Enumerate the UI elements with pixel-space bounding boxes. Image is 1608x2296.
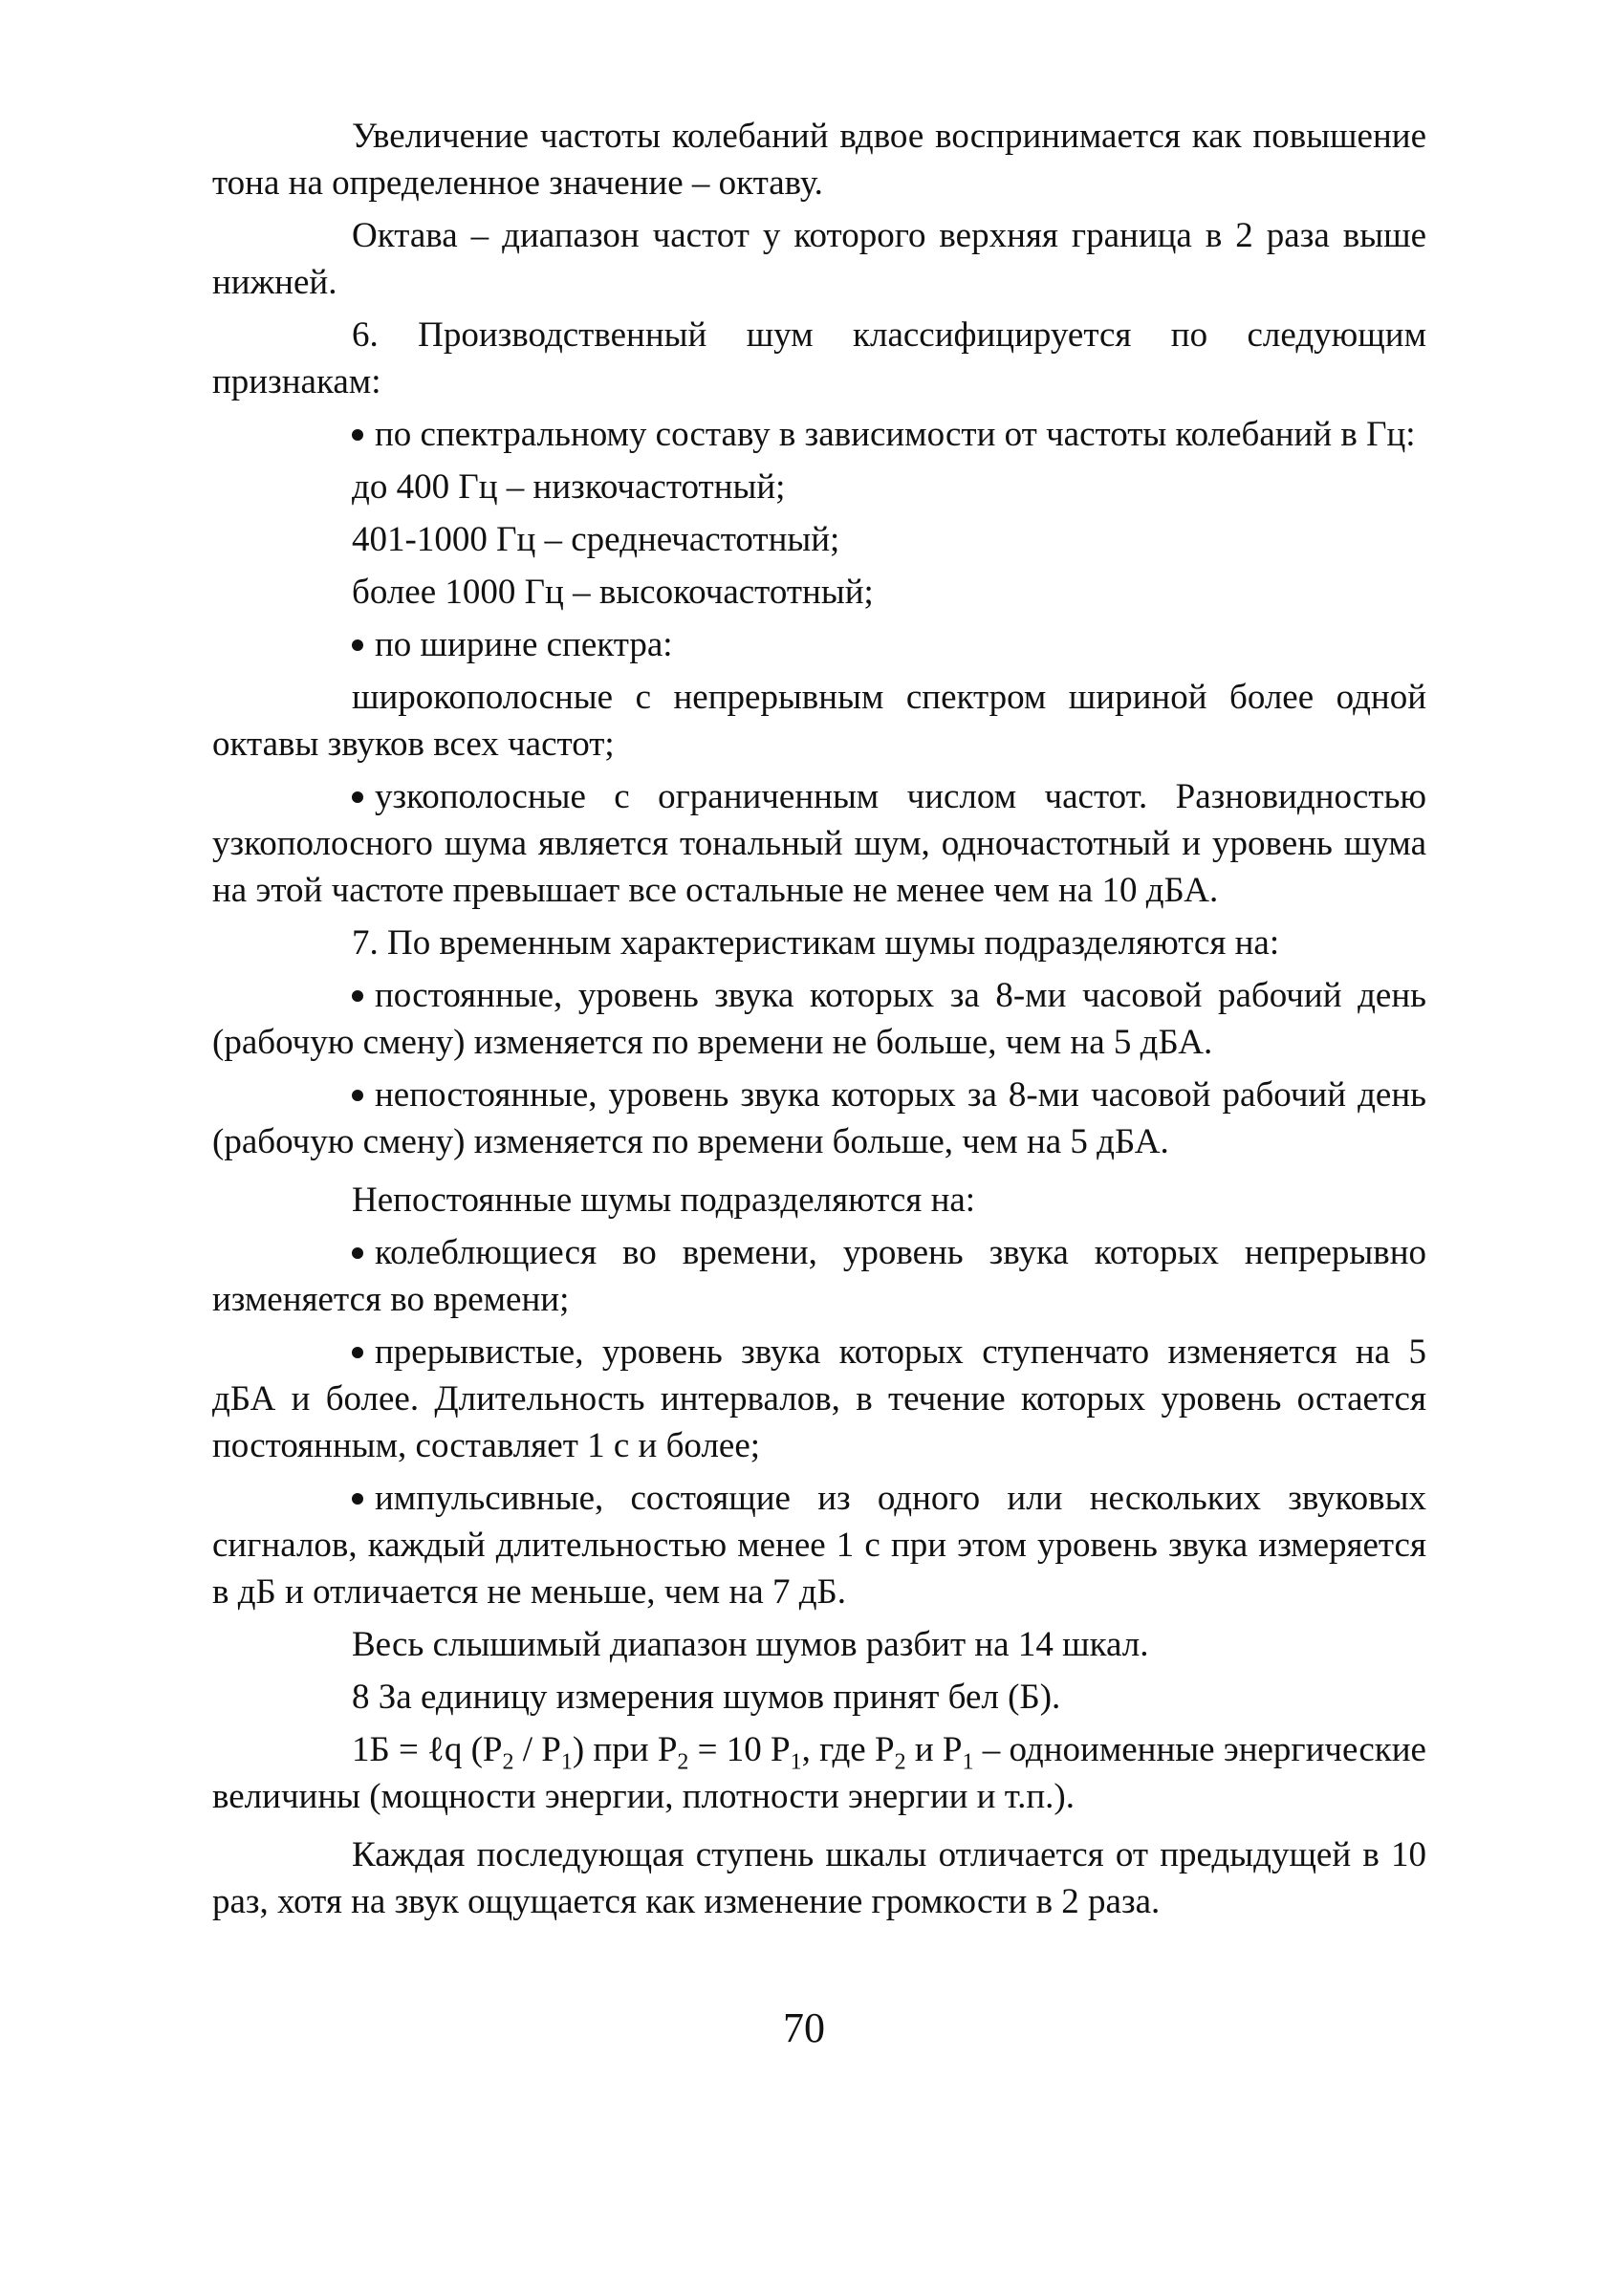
subscript: 2 [502,1749,514,1775]
paragraph: 8 За единицу измерения шумов принят бел (Б). [352,1678,1061,1717]
bullet-item [212,972,1426,1066]
paragraph: Увеличение частоты колебаний вдвое воспринимается как повышение тона на определенное значение – октаву. [212,117,1426,203]
paragraph: 7. По временным характеристикам шумы подразделяются на: [352,923,1280,963]
subscript: 2 [894,1749,906,1775]
bullet-item [212,1475,1426,1615]
paragraph: Каждая последующая ступень шкалы отличается от предыдущей в 10 раз, хотя на звук ощущается как изменение громкости в 2 раза. [212,1835,1426,1921]
bullet-icon [352,1347,363,1358]
paragraph: широкополосные с непрерывным спектром шириной более одной октавы звуков всех частот; [212,678,1426,764]
bullet-item [212,773,1426,914]
range-line: 401-1000 Гц – среднечастотный; [352,520,840,559]
bullet-item [212,621,1426,668]
bullet-item [212,411,1426,458]
paragraph: Непостоянные шумы подразделяются на: [352,1180,976,1220]
formula-text: / P [513,1730,561,1769]
subscript: 1 [962,1749,974,1775]
bullet-icon [352,990,363,1002]
bullet-text: импульсивные, состоящие из одного или нескольких звуковых сигналов, каждый длительностью менее 1 с при этом уровень звука измеряется в дБ и отличается не меньше, чем на 7 дБ. [212,1479,1426,1612]
formula-text: ) при P [572,1730,678,1769]
formula-text: и P [905,1730,963,1769]
bullet-text: прерывистые, уровень звука которых ступенчато изменяется на 5 дБА и более. Длительность интервалов, в течение которых уровень остается постоянным, составляет 1 с и более; [212,1332,1426,1465]
paragraph: Октава – диапазон частот у которого верхняя граница в 2 раза выше нижней. [212,216,1426,302]
paragraph: Весь слышимый диапазон шумов разбит на 14 шкал. [352,1625,1149,1664]
bullet-text: постоянные, уровень звука которых за 8-ми часовой рабочий день (рабочую смену) изменяется по времени не больше, чем на 5 дБА. [212,976,1426,1062]
bullet-icon [352,1493,363,1505]
page-number: 70 [783,2004,825,2051]
bullet-icon [352,1247,363,1259]
bullet-item [212,1229,1426,1323]
formula-text: – одноименные энергические величины (мощности энергии, плотности энергии и т.п.). [212,1730,1426,1816]
bullet-text: колеблющиеся во времени, уровень звука которых непрерывно изменяется во времени; [212,1233,1426,1319]
bullet-text: непостоянные, уровень звука которых за 8-ми часовой рабочий день (рабочую смену) изменяется по времени больше, чем на 5 дБА. [212,1075,1426,1161]
bullet-icon [352,1090,363,1101]
paragraph: 6. Производственный шум классифицируется по следующим признакам: [212,315,1426,401]
range-line: до 400 Гц – низкочастотный; [352,467,786,507]
page-body [212,113,1426,1925]
subscript: 2 [677,1749,689,1775]
range-line: более 1000 Гц – высокочастотный; [352,573,874,612]
bullet-text: узкополосные с ограниченным числом частот. Разновидностью узкополосного шума является тональный шум, одночастотный и уровень шума на этой частоте превышает все остальные не менее чем на 10 дБА. [212,777,1426,910]
bullet-icon [352,429,363,441]
bullet-item [212,1329,1426,1469]
bullet-text: по спектральному составу в зависимости от частоты колебаний в Гц: [375,415,1416,454]
bullet-item [212,1072,1426,1165]
bullet-icon [352,639,363,651]
bullet-icon [352,791,363,803]
formula-paragraph [212,1726,1426,1820]
subscript: 1 [790,1749,802,1775]
bullet-text: по ширине спектра: [375,625,673,664]
formula-text: = 10 P [688,1730,791,1769]
formula-text: , где P [801,1730,895,1769]
subscript: 1 [560,1749,573,1775]
formula-text: 1Б = ℓq (P [352,1730,503,1769]
